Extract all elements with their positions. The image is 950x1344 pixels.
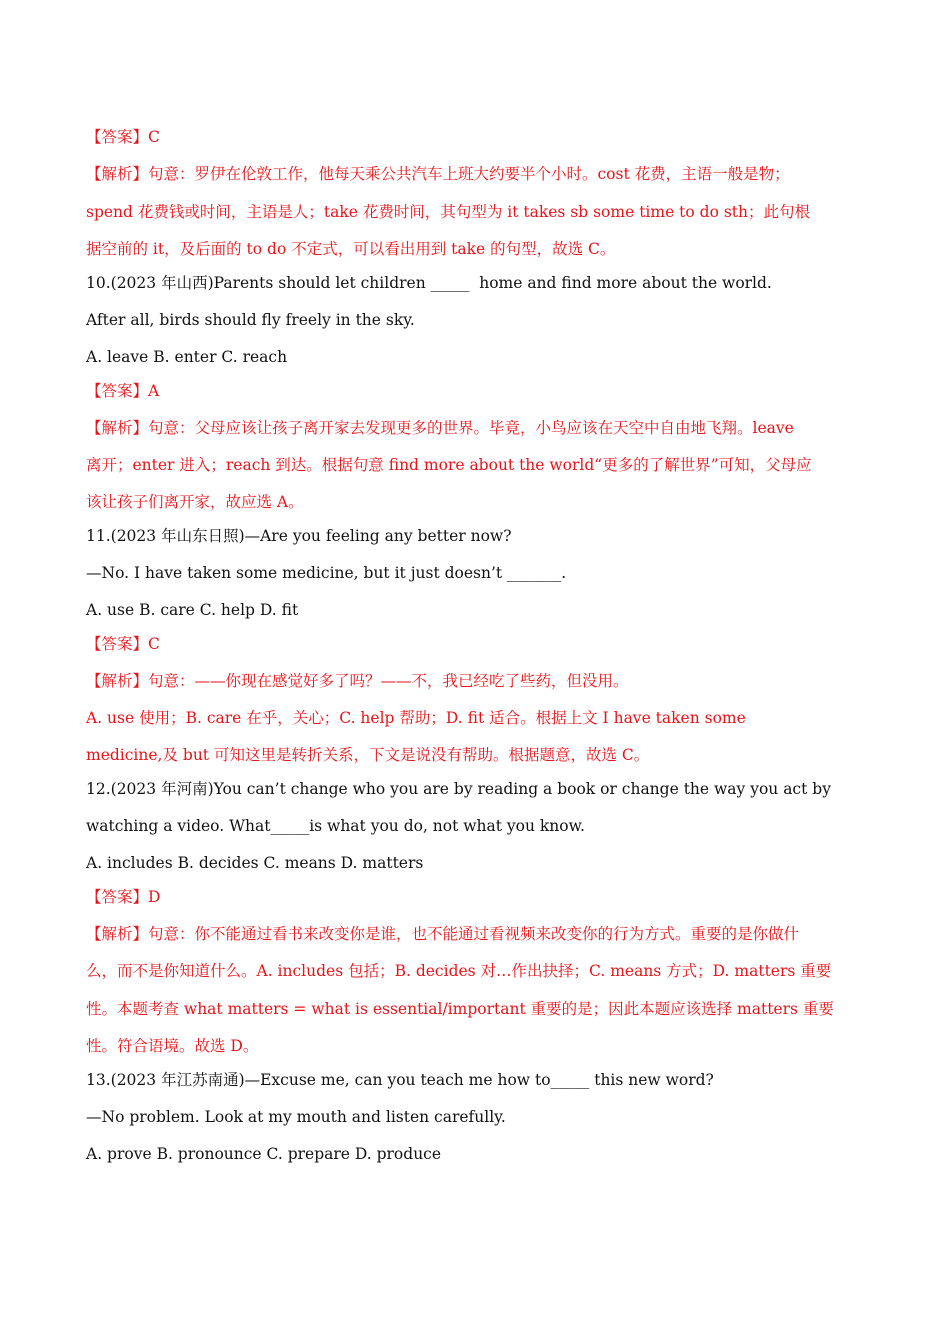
explanation-line: 性。本题考查 what matters = what is essential/important 重要的是；因此本题应该选择 matters 重要 [86, 1000, 834, 1018]
explanation-line: medicine,及 but 可知这里是转折关系，下文是说没有帮助。根据题意，故选 C。 [86, 746, 650, 764]
question-line: —No. I have taken some medicine, but it just doesn’t _______. [86, 564, 567, 582]
explanation-line: 【解析】句意：——你现在感觉好多了吗？——不，我已经吃了些药，但没用。 [86, 672, 629, 690]
question-12: 12.(2023 年河南)You can’t change who you are by reading a book or change the way you act by [86, 780, 831, 798]
explanation-line: A. use 使用；B. care 在乎，关心；C. help 帮助；D. fit 适合。根据上文 I have taken some [86, 709, 746, 727]
explanation-line: 【解析】句意：罗伊在伦敦工作，他每天乘公共汽车上班大约要半个小时。cost 花费，主语一般是物； [86, 165, 790, 183]
question-13: 13.(2023 年江苏南通)—Excuse me, can you teach me how to_____ this new word? [86, 1071, 714, 1089]
answer-label: 【答案】A [86, 382, 160, 400]
explanation-line: 该让孩子们离开家，故应选 A。 [86, 493, 304, 511]
question-10: 10.(2023 年山西)Parents should let children _____ home and find more about the world. [86, 274, 772, 292]
answer-label: 【答案】C [86, 128, 160, 146]
answer-label: 【答案】C [86, 635, 160, 653]
options-line: A. leave B. enter C. reach [86, 348, 288, 366]
answer-label: 【答案】D [86, 888, 161, 906]
explanation-line: spend 花费钱或时间，主语是人；take 花费时间，其句型为 it takes sb some time to do sth；此句根 [86, 203, 811, 221]
options-line: A. use B. care C. help D. fit [86, 601, 299, 619]
explanation-line: 离开；enter 进入；reach 到达。根据句意 find more about the world“更多的了解世界”可知，父母应 [86, 456, 812, 474]
question-line: watching a video. What_____is what you do, not what you know. [86, 817, 585, 835]
options-line: A. prove B. pronounce C. prepare D. produce [86, 1145, 442, 1163]
explanation-line: 【解析】句意：父母应该让孩子离开家去发现更多的世界。毕竟，小鸟应该在天空中自由地飞翔。leave [86, 419, 794, 437]
options-line: A. includes B. decides C. means D. matters [86, 854, 424, 872]
explanation-line: 据空前的 it，及后面的 to do 不定式，可以看出用到 take 的句型，故选 C。 [86, 240, 616, 258]
question-line: —No problem. Look at my mouth and listen carefully. [86, 1108, 506, 1126]
explanation-line: 性。符合语境。故选 D。 [86, 1037, 259, 1055]
question-11: 11.(2023 年山东日照)—Are you feeling any better now? [86, 527, 512, 545]
explanation-line: 么，而不是你知道什么。A. includes 包括；B. decides 对…作出抉择；C. means 方式；D. matters 重要 [86, 962, 832, 980]
explanation-line: 【解析】句意：你不能通过看书来改变你是谁，也不能通过看视频来改变你的行为方式。重要的是你做什 [86, 925, 800, 943]
question-line: After all, birds should fly freely in the sky. [86, 311, 415, 329]
